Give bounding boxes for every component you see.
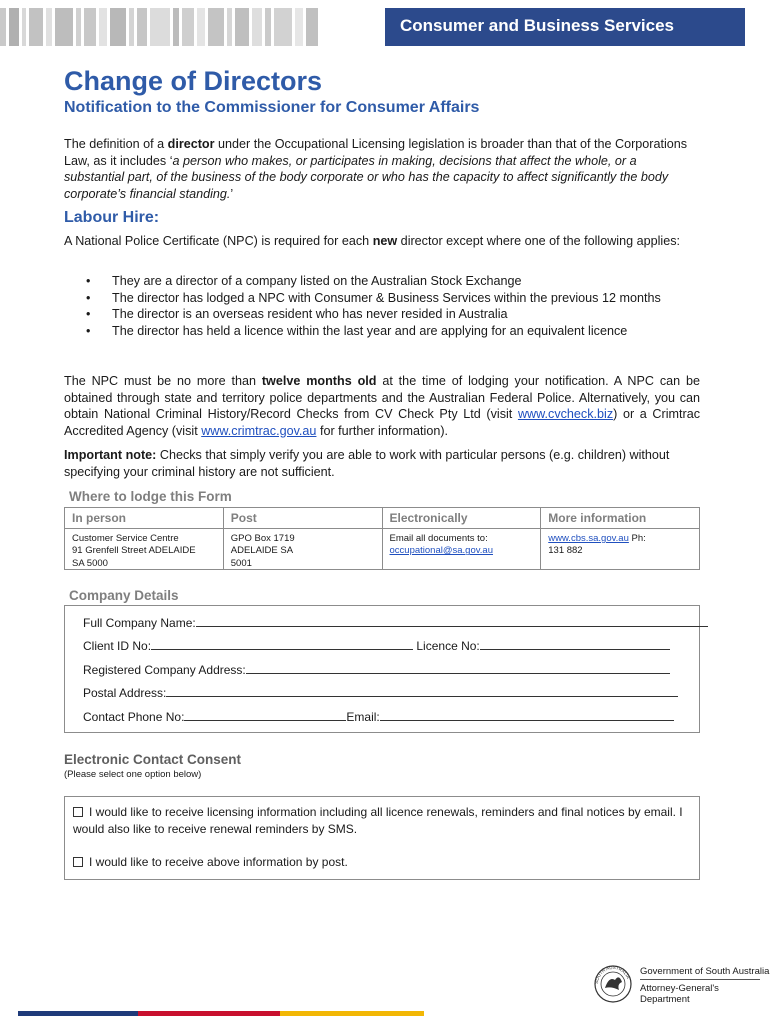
page-title: Change of Directors <box>64 66 323 96</box>
npc-paragraph: The NPC must be no more than twelve months old at the time of lodging your notification. A NPC can be obtained through state and territory police departments and the Australian Federal Police. Alternatively, you can obtain National Criminal History/Record Checks from CV Check Pty Ltd (visit www.cvcheck.biz) or a Crimtrac Accredited Agency (visit www.crimtrac.gov.au for further information). <box>64 374 701 438</box>
government-name: Government of South Australia <box>640 966 770 977</box>
full-company-name-field[interactable]: Full Company Name: <box>83 616 708 630</box>
occupational-email-link[interactable]: occupational@sa.gov.au <box>389 545 493 557</box>
list-item: • The director has held a licence within the last year and are applying for an equivalent licence <box>86 323 700 340</box>
south-australia-seal-icon <box>593 964 637 1004</box>
labour-hire-heading: Labour Hire: <box>64 209 160 226</box>
definition-paragraph: The definition of a director under the Occupational Licensing legislation is broader than that of the Corporations Law, as it includes ‘a person who makes, or participates in making, decisions that affect the whole, or a substantial part, of the business of the body corporate or who has the capacity to affect significantly the body corporate’s financial standing.’ <box>64 137 688 201</box>
company-details-box <box>64 605 700 733</box>
email-field[interactable] <box>380 710 674 721</box>
consent-heading: Electronic Contact Consent <box>64 752 242 767</box>
director-definition: a person who makes, or participates in making, decisions that affect the whole, or a substantial part, of the business of the body corporate or who has the capacity to affect significantly the body corporate’s financial standing. <box>64 153 669 201</box>
list-item: • The director has lodged a NPC with Consumer & Business Services within the previous 12 months <box>86 290 700 307</box>
lodge-heading: Where to lodge this Form <box>69 489 232 504</box>
registered-address-field[interactable]: Registered Company Address: <box>83 663 670 677</box>
cbs-website-link[interactable]: www.cbs.sa.gov.au <box>548 533 629 544</box>
lodge-more-info: More information www.cbs.sa.gov.au Ph: 131 882 <box>541 508 699 569</box>
contact-phone-field[interactable]: Contact Phone No: Email: <box>83 710 674 724</box>
page-header <box>0 8 770 46</box>
important-note: Important note: Checks that simply verify you are able to work with particular persons (e.g. children) without specifying your criminal history are not sufficient. <box>64 448 670 479</box>
email-label: Email: <box>346 710 380 724</box>
brand-title: Consumer and Business Services <box>400 16 675 35</box>
lodge-post: Post GPO Box 1719 ADELAIDE SA 5001 <box>224 508 383 569</box>
list-item: • They are a director of a company listed on the Australian Stock Exchange <box>86 273 700 290</box>
postal-address-field[interactable]: Postal Address: <box>83 686 678 700</box>
licence-no-label: Licence No: <box>416 639 480 653</box>
lodge-in-person: In person Customer Service Centre 91 Grenfell Street ADELAIDE SA 5000 <box>65 508 224 569</box>
consent-instruction: (Please select one option below) <box>64 769 202 780</box>
svg-text:SOUTH AUSTRALIA: SOUTH AUSTRALIA <box>593 964 631 985</box>
email-consent-checkbox[interactable] <box>73 807 83 817</box>
director-term: director <box>167 137 215 151</box>
lodge-electronically: Electronically Email all documents to: occupational@sa.gov.au <box>383 508 542 569</box>
post-consent-checkbox[interactable] <box>73 857 83 867</box>
government-divider <box>640 979 760 980</box>
list-item: • The director is an overseas resident who has never resided in Australia <box>86 306 700 323</box>
licence-no-field[interactable] <box>480 639 670 650</box>
company-details-heading: Company Details <box>69 588 179 603</box>
footer-color-bar <box>18 1011 424 1016</box>
consent-option-email[interactable]: I would like to receive licensing information including all licence renewals, reminders and final notices by email. I would also like to receive renewal reminders by SMS. <box>73 805 683 836</box>
exception-list <box>86 273 700 339</box>
cvcheck-link[interactable]: www.cvcheck.biz <box>517 407 614 421</box>
client-id-field[interactable]: Client ID No: Licence No: <box>83 639 670 653</box>
crimtrac-link[interactable]: www.crimtrac.gov.au <box>201 423 317 438</box>
page-subtitle: Notification to the Commissioner for Consumer Affairs <box>64 99 480 116</box>
labour-hire-intro: A National Police Certificate (NPC) is required for each new director except where one of the following applies: <box>64 234 681 248</box>
department-name: Attorney-General's Department <box>640 983 719 1005</box>
header-stripes <box>0 8 400 46</box>
lodge-table <box>64 507 700 570</box>
consent-option-post[interactable]: I would like to receive above information by post. <box>73 854 693 871</box>
consent-box <box>64 796 700 880</box>
